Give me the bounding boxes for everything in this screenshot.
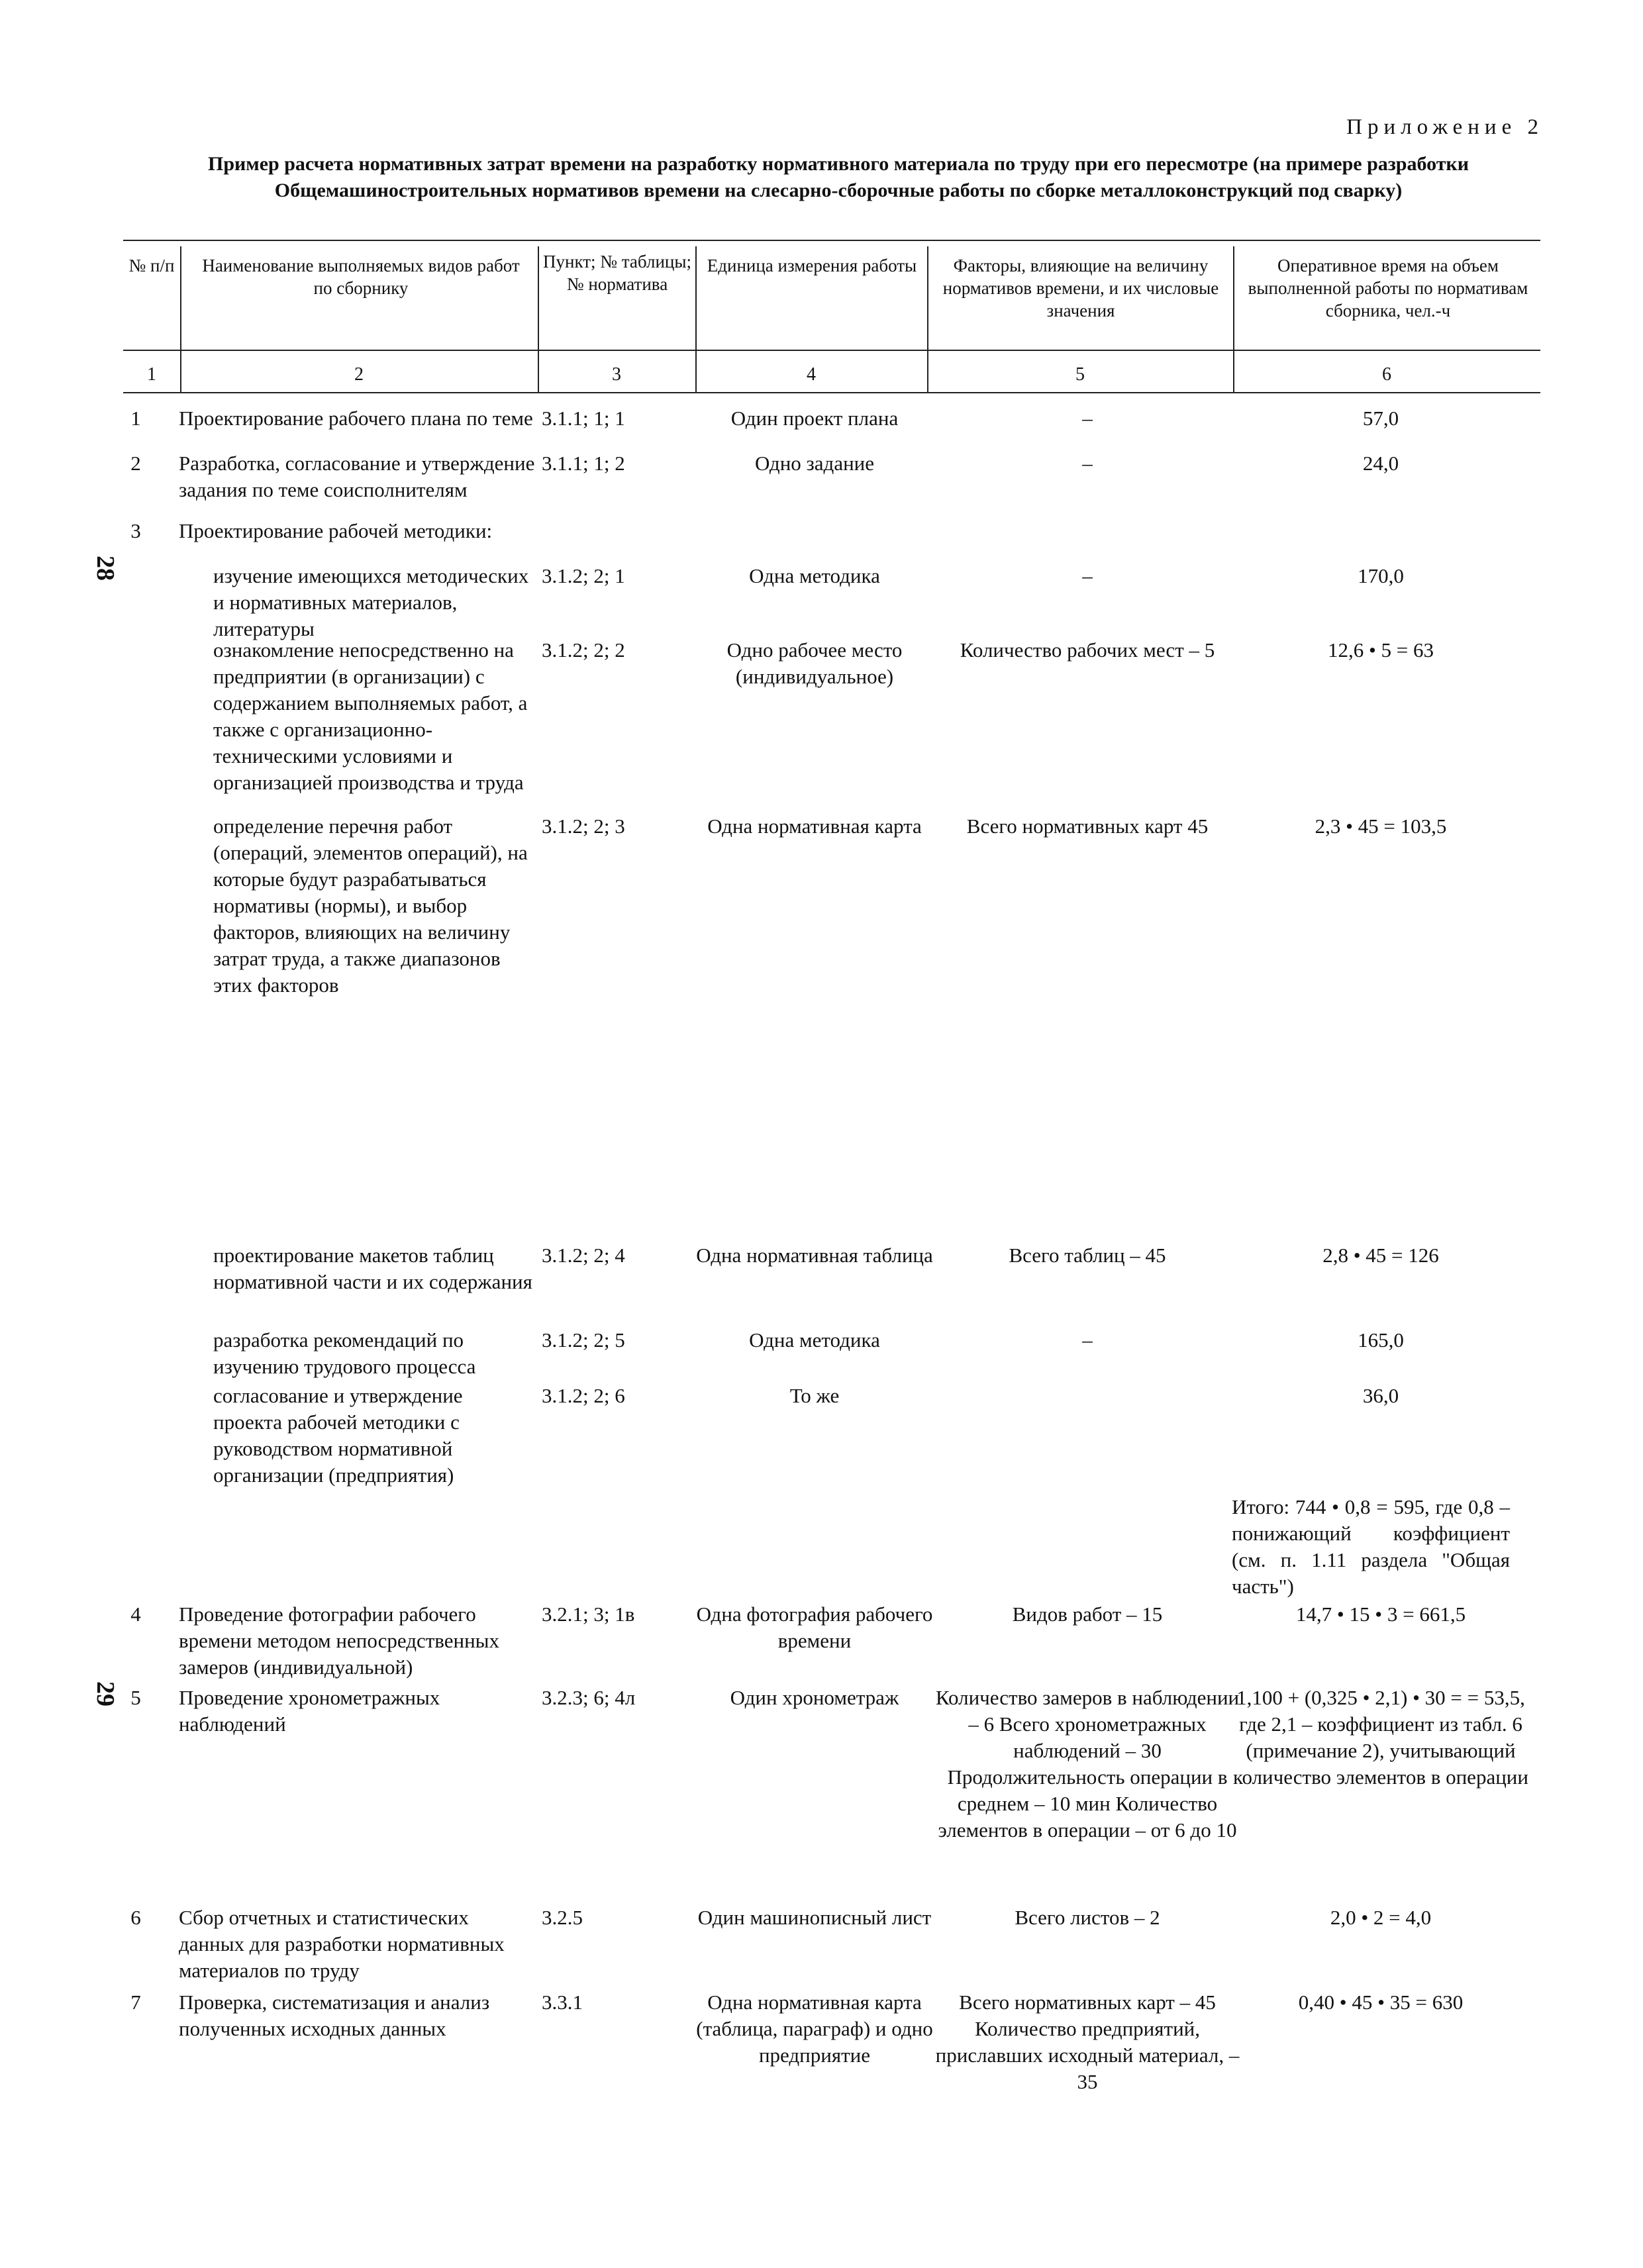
appendix-label: Приложение 2 [1346, 115, 1544, 139]
header-col-factors: Факторы, влияющие на величину нормативов времени, и их числовые значения [942, 256, 1219, 320]
numbers-rule [123, 392, 1540, 393]
row-3c-name: определение перечня работ (операций, элементов операций), на которые будут разрабатываться нормативы (нормы), и выбор факторов, влияющих на величину затрат труда, а также диапазонов этих факторов [213, 814, 528, 997]
row-1-number: 1 [130, 407, 141, 430]
row-5-number: 5 [130, 1686, 141, 1709]
header-col-number: № п/п [128, 256, 175, 275]
row-2-factors: – [1082, 452, 1093, 475]
row-3b-unit: Одно рабочее место (индивидуальное) [726, 638, 903, 688]
header-col-name: Наименование выполняемых видов работ по сборнику [202, 256, 520, 298]
row-3b-name: ознакомление непосредственно на предприятии (в организации) с содержанием выполняемых работ, а также с организационно-техническими условиями и организацией производства и труда [213, 638, 528, 794]
row-4-time: 14,7 • 15 • 3 = 661,5 [1295, 1602, 1466, 1626]
row-7-number: 7 [130, 1991, 141, 2014]
row-6-name: Сбор отчетных и статистических данных для разработки нормативных материалов по труду [179, 1906, 505, 1982]
row-3d-time: 2,8 • 45 = 126 [1322, 1244, 1439, 1267]
row-3c-ref: 3.1.2; 2; 3 [542, 814, 625, 838]
row-3b-time: 12,6 • 5 = 63 [1327, 638, 1434, 662]
row-3d-unit: Одна нормативная таблица [696, 1244, 933, 1267]
row-6-number: 6 [130, 1906, 141, 1929]
subtotal-note: Итого: 744 • 0,8 = 595, где 0,8 – понижающий коэффициент (см. п. 1.11 раздела "Общая часть") [1232, 1495, 1510, 1598]
col-number-3: 3 [612, 364, 621, 385]
row-4-name: Проведение фотографии рабочего времени методом непосредственных замеров (индивидуальной) [179, 1602, 499, 1679]
col-number-6: 6 [1382, 364, 1391, 385]
header-col-time: Оперативное время на объем выполненной работы по нормативам сборника, чел.-ч [1248, 256, 1528, 320]
header-col-ref: Пункт; № таблицы; № норматива [543, 252, 691, 294]
row-3e-ref: 3.1.2; 2; 5 [542, 1328, 625, 1352]
row-1-time: 57,0 [1362, 407, 1399, 430]
row-3a-unit: Одна методика [749, 564, 880, 587]
row-5-ref: 3.2.3; 6; 4л [542, 1686, 636, 1709]
row-3f-time: 36,0 [1362, 1384, 1399, 1407]
row-3a-ref: 3.1.2; 2; 1 [542, 564, 625, 587]
row-7-factors: Всего нормативных карт – 45 Количество предприятий, приславших исходный материал, – 35 [935, 1991, 1240, 2093]
row-3-number: 3 [130, 519, 141, 542]
row-7-unit: Одна нормативная карта (таблица, параграф) и одно предприятие [696, 1991, 933, 2067]
row-6-unit: Один машинописный лист [697, 1906, 932, 1929]
row-4-factors: Видов работ – 15 [1012, 1602, 1163, 1626]
page-number-left: 28 [91, 556, 119, 581]
table-top-rule [123, 240, 1540, 241]
row-7-time: 0,40 • 45 • 35 = 630 [1298, 1991, 1464, 2014]
row-2-unit: Одно задание [754, 452, 875, 475]
document-title: Пример расчета нормативных затрат времени на разработку нормативного материала по труду при его пересмотре (на примере разработки Общемашиностроительных нормативов времени на слесарно-сборочные работы по сборке металлоконструкций под сварку) [207, 153, 1469, 201]
row-5-name: Проведение хронометражных наблюдений [179, 1686, 440, 1736]
row-3d-factors: Всего таблиц – 45 [1009, 1244, 1166, 1267]
row-5-unit: Один хронометраж [730, 1686, 899, 1709]
row-1-ref: 3.1.1; 1; 1 [542, 407, 625, 430]
row-5-time: 1,100 + (0,325 • 2,1) • 30 = = 53,5, где 2,1 – коэффициент из табл. 6 (примечание 2), учитывающий количество элементов в операции [1233, 1686, 1528, 1789]
row-1-name: Проектирование рабочего плана по теме [179, 407, 533, 430]
row-7-ref: 3.3.1 [542, 1991, 583, 2014]
row-2-name: Разработка, согласование и утверждение задания по теме соисполнителям [179, 452, 535, 501]
row-3b-factors: Количество рабочих мест – 5 [960, 638, 1215, 662]
row-7-name: Проверка, систематизация и анализ полученных исходных данных [179, 1991, 490, 2040]
col-number-2: 2 [354, 364, 364, 385]
row-3a-time: 170,0 [1358, 564, 1404, 587]
row-3c-unit: Одна нормативная карта [707, 814, 922, 838]
row-5-factors: Количество замеров в наблюдении – 6 Всего хронометражных наблюдений – 30 Продолжительность операции в среднем – 10 мин Количество элементов в операции – от 6 до 10 [935, 1686, 1240, 1842]
row-3c-time: 2,3 • 45 = 103,5 [1315, 814, 1447, 838]
row-3b-ref: 3.1.2; 2; 2 [542, 638, 625, 662]
row-3e-unit: Одна методика [749, 1328, 880, 1352]
row-2-ref: 3.1.1; 1; 2 [542, 452, 625, 475]
row-2-time: 24,0 [1362, 452, 1399, 475]
header-col-unit: Единица измерения работы [707, 256, 917, 275]
row-3-name: Проектирование рабочей методики: [179, 519, 493, 542]
row-6-time: 2,0 • 2 = 4,0 [1330, 1906, 1432, 1929]
row-3f-ref: 3.1.2; 2; 6 [542, 1384, 625, 1407]
row-3d-ref: 3.1.2; 2; 4 [542, 1244, 625, 1267]
row-4-unit: Одна фотография рабочего времени [696, 1602, 933, 1652]
row-4-ref: 3.2.1; 3; 1в [542, 1602, 635, 1626]
col-number-1: 1 [147, 364, 156, 385]
row-3a-factors: – [1082, 564, 1093, 587]
row-1-unit: Один проект плана [730, 407, 899, 430]
col-number-4: 4 [807, 364, 816, 385]
col-number-5: 5 [1075, 364, 1085, 385]
row-3f-unit: То же [789, 1384, 840, 1407]
row-3e-name: разработка рекомендаций по изучению трудового процесса [213, 1328, 476, 1378]
row-2-number: 2 [130, 452, 141, 475]
row-3d-name: проектирование макетов таблиц нормативной части и их содержания [213, 1244, 532, 1293]
header-rule [123, 350, 1540, 351]
row-1-factors: – [1082, 407, 1093, 430]
row-6-factors: Всего листов – 2 [1015, 1906, 1160, 1929]
row-3a-name: изучение имеющихся методических и нормативных материалов, литературы [213, 564, 529, 640]
row-4-number: 4 [130, 1602, 141, 1626]
row-3f-name: согласование и утверждение проекта рабочей методики с руководством нормативной организации (предприятия) [213, 1384, 463, 1487]
row-3e-factors: – [1082, 1328, 1093, 1352]
page-number-right: 29 [91, 1681, 119, 1706]
row-3e-time: 165,0 [1358, 1328, 1404, 1352]
row-3c-factors: Всего нормативных карт 45 [966, 814, 1209, 838]
row-6-ref: 3.2.5 [542, 1906, 583, 1929]
